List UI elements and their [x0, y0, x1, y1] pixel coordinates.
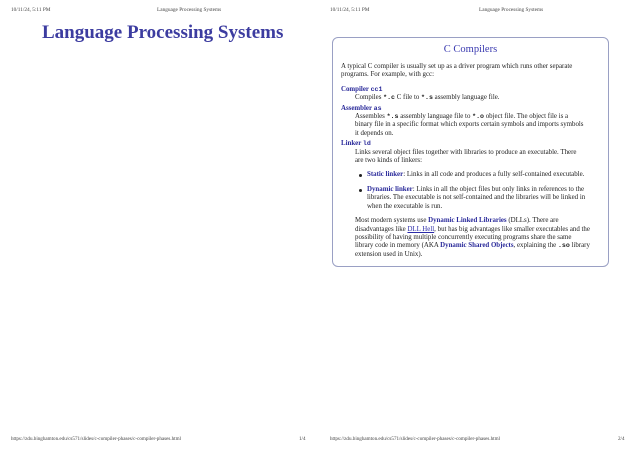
- dll-text-3: , but has big advantages like smaller executables and the possibility of having multiple concurrently executing programs share the same library code in memory (AKA: [355, 225, 590, 250]
- right-header-title: Language Processing Systems: [479, 7, 544, 13]
- dynamic-linker-desc: : Links in all the object files but only links in references to the libraries. The executable is not self-contained and the libraries will be linked in when the executable is run.: [367, 185, 586, 210]
- assembler-term-label: Assembler: [341, 104, 372, 112]
- assembler-desc-code2: *.o: [472, 113, 485, 121]
- linker-kinds-list: [341, 171, 600, 211]
- compiler-desc-code1: *.c: [383, 94, 396, 102]
- list-item: [359, 186, 588, 211]
- compiler-term: [341, 86, 600, 94]
- linker-term: [341, 140, 600, 148]
- bullet-dot-icon: [359, 174, 362, 177]
- linker-term-label: Linker: [341, 140, 362, 148]
- dll-text-5: library extension used in Unix).: [355, 242, 590, 258]
- slide-title: Language Processing Systems: [42, 22, 284, 43]
- assembler-desc-pre: Assembles: [355, 113, 387, 121]
- left-header-title: Language Processing Systems: [157, 7, 222, 13]
- dll-text-1: Most modern systems use: [355, 217, 429, 225]
- c-compilers-slide: [332, 37, 609, 267]
- compiler-desc-post: assembly language file.: [432, 94, 500, 102]
- dll-hell-link[interactable]: DLL Hell: [407, 225, 435, 233]
- dll-keyword: Dynamic Linked Libraries: [428, 217, 507, 225]
- assembler-desc-mid: assembly language file to: [398, 113, 473, 121]
- linker-desc: Links several object files together with libraries to produce an executable. There are two kinds of linkers:: [355, 148, 577, 165]
- static-linker-desc: : Links in all code and produces a fully self-contained executable.: [403, 171, 585, 179]
- dll-text-4: , explaining the: [513, 242, 558, 250]
- assembler-desc-code1: *.s: [386, 113, 399, 121]
- compiler-term-cmd: cc1: [370, 85, 383, 93]
- c-compilers-intro: A typical C compiler is usually set up as a driver program which runs other separate programs. For example, with gcc:: [341, 63, 573, 79]
- assembler-term-cmd: as: [373, 104, 382, 112]
- static-linker-name: Static linker: [367, 171, 404, 179]
- right-footer-page: 2/4: [618, 436, 625, 442]
- compiler-desc-pre: Compiles: [355, 94, 384, 102]
- left-footer-url[interactable]: https://zdu.binghamton.edu/cs571/slides/c-compiler-phases/c-compiler-phases.html: [11, 436, 181, 442]
- linker-term-cmd: ld: [362, 140, 371, 148]
- assembler-desc-post: object file. The object file is a binary file in a specific format which exports certain symbols and imports symbols it depends on.: [355, 113, 584, 137]
- compiler-desc-code2: *.s: [421, 94, 433, 102]
- compiler-desc: [355, 94, 600, 102]
- so-extension-code: .so: [557, 242, 570, 250]
- right-footer-url[interactable]: https://zdu.binghamton.edu/cs571/slides/c-compiler-phases/c-compiler-phases.html: [330, 436, 500, 442]
- right-header-date: 10/11/24, 5:11 PM: [330, 7, 370, 13]
- left-footer-page: 1/4: [299, 436, 306, 442]
- left-header-date: 10/11/24, 5:11 PM: [11, 7, 51, 13]
- bullet-dot-icon: [359, 189, 362, 192]
- assembler-desc: [355, 113, 586, 138]
- dso-keyword: Dynamic Shared Objects: [440, 242, 514, 250]
- dll-text-2: (DLLs). There are disadvantages like: [355, 217, 559, 233]
- c-compilers-title: C Compilers: [443, 44, 498, 55]
- dll-paragraph: [355, 217, 590, 259]
- compiler-desc-mid: C file to: [395, 94, 422, 102]
- list-item: [359, 171, 588, 179]
- assembler-term: [341, 105, 600, 113]
- compiler-term-label: Compiler: [341, 85, 369, 93]
- dynamic-linker-name: Dynamic linker: [367, 185, 413, 193]
